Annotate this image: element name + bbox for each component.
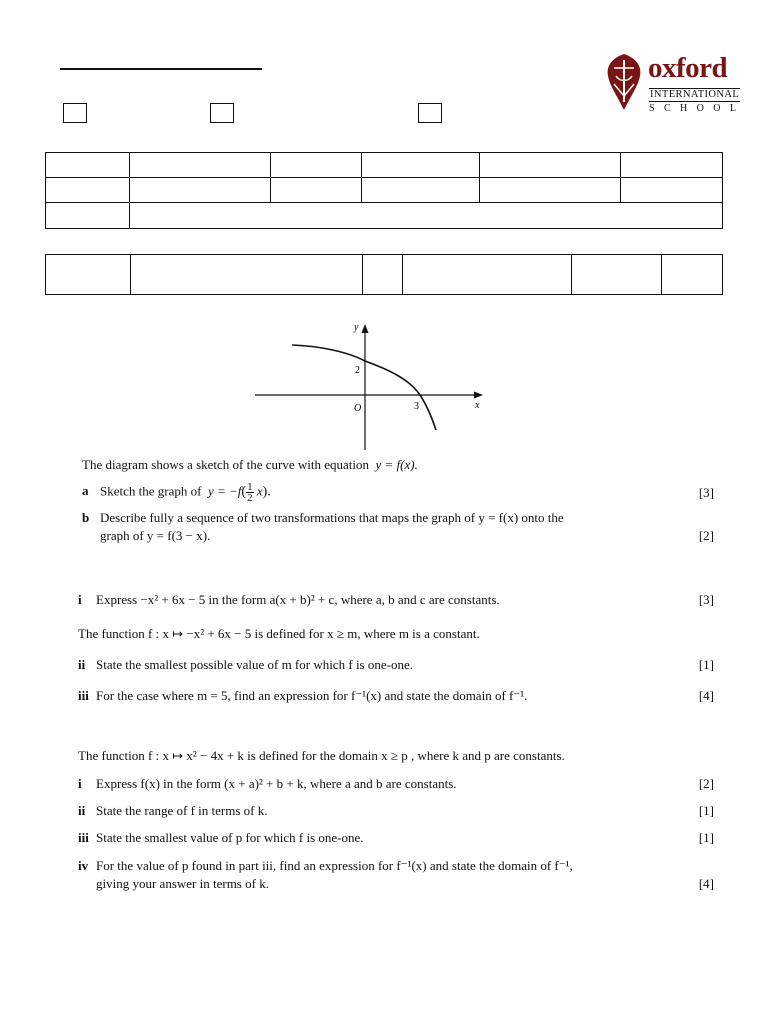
info-cell[interactable] — [361, 178, 479, 203]
info-cell[interactable] — [479, 178, 620, 203]
details-cell[interactable] — [571, 255, 661, 295]
logo-line-international: INTERNATIONAL — [650, 89, 740, 100]
q3-part-ii: ii State the range of f in terms of k. — [78, 803, 268, 818]
q1-part-b-line2: graph of y = f(3 − x). — [100, 528, 211, 543]
info-cell[interactable] — [46, 203, 130, 229]
details-cell[interactable] — [363, 255, 402, 295]
info-cell[interactable] — [130, 178, 271, 203]
info-cell[interactable] — [271, 153, 361, 178]
info-table — [45, 152, 723, 229]
q3-intro: The function f : x ↦ x² − 4x + k is defined for the domain x ≥ p , where k and p are constants. — [78, 748, 565, 763]
info-cell[interactable] — [620, 178, 722, 203]
q1-intro: The diagram shows a sketch of the curve with equation y = f(x). — [82, 457, 418, 472]
name-underline — [60, 68, 262, 70]
checkbox-2[interactable] — [210, 103, 234, 123]
q1-part-a: a Sketch the graph of y = −f( $\frac{1}{2}$ x). — [82, 481, 271, 504]
checkbox-3[interactable] — [418, 103, 442, 123]
logo-word: oxford — [648, 52, 728, 84]
fraction-half: $\frac{1}{2}$ — [247, 481, 253, 504]
q2-part-iii: iii For the case where m = 5, find an expression for f⁻¹(x) and state the domain of f⁻¹. — [78, 688, 528, 703]
q2-i-mark: [3] — [698, 592, 714, 607]
info-cell[interactable] — [620, 153, 722, 178]
q1-a-mark: [3] — [698, 485, 714, 500]
q3-part-iii: iii State the smallest value of p for which f is one-one. — [78, 830, 364, 845]
q3-part-i: i Express f(x) in the form (x + a)² + b + k, where a and b are constants. — [78, 776, 457, 791]
info-cell-wide[interactable] — [130, 203, 723, 229]
y-axis-label: y — [354, 322, 359, 333]
logo-emblem-icon — [602, 52, 646, 112]
x-axis-label: x — [475, 400, 480, 411]
curve-graph — [250, 318, 490, 453]
q2-ii-mark: [1] — [698, 657, 714, 672]
q1-part-b: b Describe fully a sequence of two transformations that maps the graph of y = f(x) onto the — [82, 510, 564, 525]
q3-i-mark: [2] — [698, 776, 714, 791]
q3-ii-mark: [1] — [698, 803, 714, 818]
q2-part-i: i Express −x² + 6x − 5 in the form a(x + b)² + c, where a, b and c are constants. — [78, 592, 500, 607]
q3-iv-mark: [4] — [698, 876, 714, 891]
y-intercept-label: 2 — [355, 365, 360, 376]
details-cell[interactable] — [46, 255, 131, 295]
info-cell[interactable] — [46, 153, 130, 178]
q2-iii-mark: [4] — [698, 688, 714, 703]
checkbox-1[interactable] — [63, 103, 87, 123]
q3-part-iv: iv For the value of p found in part iii, find an expression for f⁻¹(x) and state the domain of f⁻¹, — [78, 858, 573, 873]
q2-part-ii: ii State the smallest possible value of m for which f is one-one. — [78, 657, 413, 672]
q2-intro: The function f : x ↦ −x² + 6x − 5 is defined for x ≥ m, where m is a constant. — [78, 626, 480, 641]
logo-line-school: SCHOOL — [649, 103, 746, 114]
details-cell[interactable] — [402, 255, 571, 295]
info-cell[interactable] — [130, 153, 271, 178]
info-cell[interactable] — [46, 178, 130, 203]
origin-label: O — [354, 403, 362, 414]
q3-part-iv-line2: giving your answer in terms of k. — [96, 876, 269, 891]
details-table — [45, 254, 723, 295]
info-cell[interactable] — [479, 153, 620, 178]
x-axis-arrow-icon — [474, 392, 483, 399]
y-axis-arrow-icon — [362, 324, 369, 333]
q1-b-mark: [2] — [698, 528, 714, 543]
q3-iii-mark: [1] — [698, 830, 714, 845]
info-cell[interactable] — [361, 153, 479, 178]
info-cell[interactable] — [271, 178, 361, 203]
x-intercept-label: 3 — [414, 401, 419, 412]
curve-y-f-x — [292, 345, 436, 430]
details-cell[interactable] — [131, 255, 363, 295]
details-cell[interactable] — [661, 255, 722, 295]
school-logo — [602, 52, 746, 114]
